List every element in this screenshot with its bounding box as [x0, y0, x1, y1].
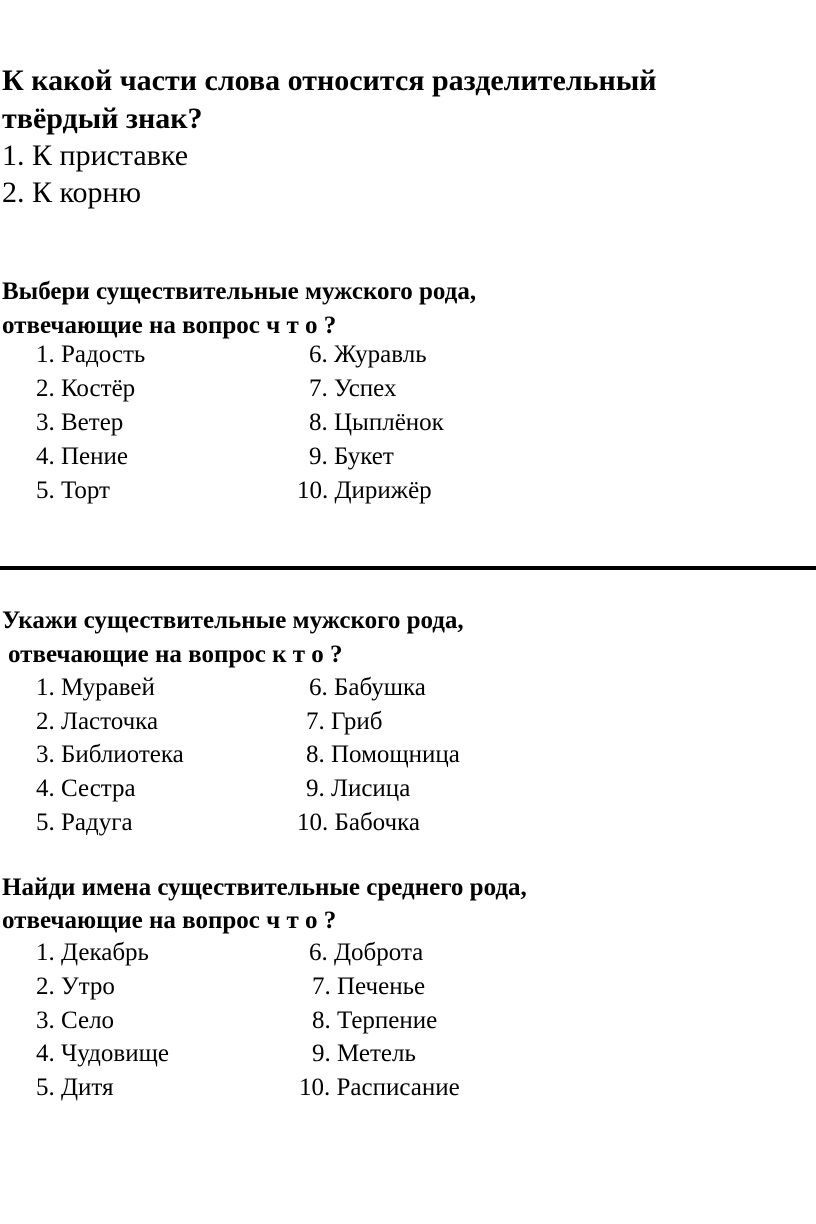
- question-3-option-2: 2. Ласточка: [36, 708, 159, 735]
- question-4-option-2: 2. Утро: [36, 973, 115, 1000]
- question-3-option-6: 6. Бабушка: [309, 674, 426, 701]
- question-3-option-8: 8. Помощница: [306, 741, 460, 768]
- question-3-title-line-1: Укажи существительные мужского рода,: [2, 607, 464, 634]
- question-1-option-1: 1. К приставке: [2, 139, 189, 172]
- question-4-option-4: 4. Чудовище: [36, 1040, 169, 1067]
- question-3-option-7: 7. Гриб: [306, 708, 383, 735]
- question-1-title-line-2: твёрдый знак?: [2, 102, 203, 135]
- question-4-option-5: 5. Дитя: [36, 1074, 114, 1101]
- question-4-title-line-1: Найди имена существительные среднего рода,: [2, 874, 527, 901]
- question-3-option-5: 5. Радуга: [36, 809, 133, 836]
- question-4-option-10: 10. Расписание: [299, 1074, 460, 1101]
- question-4-option-7: 7. Печенье: [312, 973, 426, 1000]
- question-3-option-10: 10. Бабочка: [297, 809, 420, 836]
- question-2-option-4: 4. Пение: [36, 443, 129, 470]
- question-3-option-4: 4. Сестра: [36, 775, 136, 802]
- question-2-option-7: 7. Успех: [309, 375, 397, 402]
- question-2-option-2: 2. Костёр: [36, 375, 136, 402]
- question-2-option-8: 8. Цыплёнок: [309, 409, 444, 436]
- question-4-option-9: 9. Метель: [312, 1040, 416, 1067]
- question-2-option-10: 10. Дирижёр: [297, 477, 432, 504]
- question-1-title-line-1: К какой части слова относится разделительный: [2, 64, 657, 97]
- question-4-option-3: 3. Село: [36, 1007, 115, 1034]
- question-4-title-line-2: отвечающие на вопрос ч т о ?: [2, 907, 337, 934]
- question-4-option-6: 6. Доброта: [309, 939, 424, 966]
- question-4-option-8: 8. Терпение: [312, 1007, 438, 1034]
- question-3-option-9: 9. Лисица: [306, 775, 411, 802]
- question-3-option-1: 1. Муравей: [36, 674, 155, 701]
- question-2-option-3: 3. Ветер: [36, 409, 124, 436]
- question-2-option-9: 9. Букет: [309, 443, 394, 470]
- question-3-option-3: 3. Библиотека: [36, 741, 184, 768]
- question-2-title-line-2: отвечающие на вопрос ч т о ?: [2, 312, 337, 339]
- question-1-option-2: 2. К корню: [2, 176, 142, 209]
- question-2-title-line-1: Выбери существительные мужского рода,: [2, 278, 477, 305]
- question-4-option-1: 1. Декабрь: [36, 939, 149, 966]
- question-2-option-6: 6. Журавль: [309, 341, 427, 368]
- question-2-option-1: 1. Радость: [36, 341, 146, 368]
- question-2-option-5: 5. Торт: [36, 477, 110, 504]
- section-divider: [0, 566, 816, 570]
- question-3-title-line-2: отвечающие на вопрос к т о ?: [8, 641, 343, 668]
